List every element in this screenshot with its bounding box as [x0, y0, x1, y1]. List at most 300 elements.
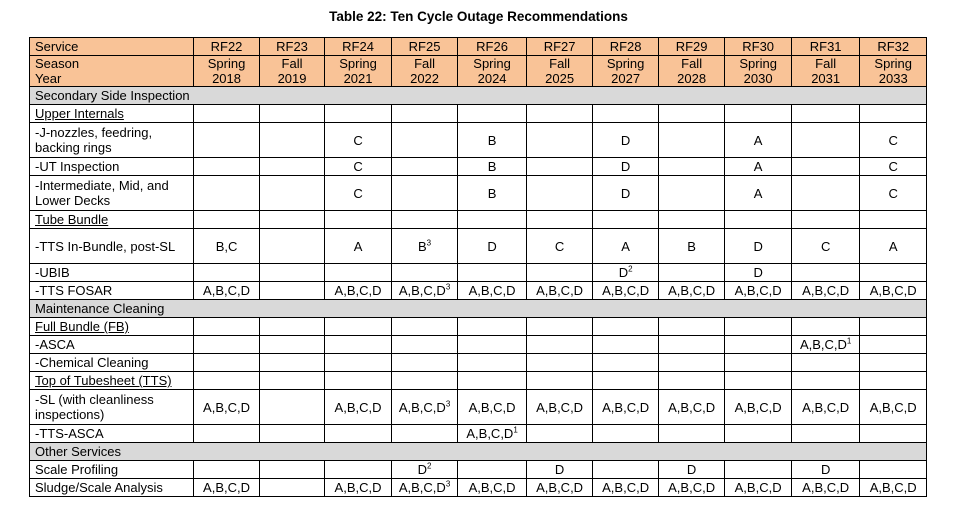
recommendation-cell	[325, 461, 392, 479]
empty-cell	[593, 105, 659, 123]
recommendation-cell	[526, 176, 593, 211]
recommendation-cell	[526, 264, 593, 282]
recommendation-value: B	[487, 132, 497, 148]
recommendation-cell	[194, 390, 260, 425]
recommendation-cell	[593, 158, 659, 176]
recommendation-cell	[593, 264, 659, 282]
outage-season: Spring	[207, 56, 246, 71]
recommendation-value: D	[618, 265, 629, 280]
section-label-text: Other Services	[35, 444, 121, 459]
recommendation-cell	[791, 123, 860, 158]
group-label-text: Upper Internals	[35, 106, 124, 121]
recommendation-cell	[725, 336, 792, 354]
outage-id-header: RF32	[860, 38, 927, 56]
table-row	[30, 425, 927, 443]
recommendation-cell	[593, 479, 659, 497]
recommendation-cell	[791, 158, 860, 176]
recommendation-cell	[458, 264, 527, 282]
recommendation-cell	[259, 282, 325, 300]
table-row	[30, 354, 927, 372]
outage-table-body	[30, 38, 927, 497]
recommendation-cell	[593, 354, 659, 372]
recommendation-value: A,B,C,D	[334, 399, 382, 415]
group-row	[30, 372, 927, 390]
empty-cell	[593, 318, 659, 336]
table-row	[30, 336, 927, 354]
recommendation-value: A,B,C,D	[734, 480, 782, 495]
recommendation-cell	[860, 282, 927, 300]
recommendation-value: C	[554, 238, 565, 254]
recommendation-value: A,B,C,D	[668, 480, 716, 495]
outage-year: 2033	[878, 71, 908, 86]
table-row	[30, 390, 927, 425]
empty-cell	[593, 211, 659, 229]
recommendation-cell	[725, 264, 792, 282]
group-label	[30, 318, 194, 336]
recommendation-value: D	[554, 462, 565, 477]
recommendation-cell	[194, 229, 260, 264]
recommendation-cell	[658, 425, 725, 443]
recommendation-value: A,B,C,D	[602, 399, 650, 415]
table-row	[30, 229, 927, 264]
recommendation-cell	[458, 479, 527, 497]
recommendation-cell	[391, 123, 458, 158]
outage-season: Spring	[473, 56, 511, 71]
recommendation-cell	[593, 282, 659, 300]
recommendation-cell	[658, 158, 725, 176]
recommendation-cell	[860, 390, 927, 425]
recommendation-cell	[458, 461, 527, 479]
recommendation-cell	[391, 229, 458, 264]
empty-cell	[259, 105, 325, 123]
outage-year: 2022	[410, 71, 440, 86]
recommendation-value: C	[888, 132, 898, 148]
recommendation-cell	[194, 461, 260, 479]
empty-cell	[860, 372, 927, 390]
outage-id-header: RF27	[526, 38, 593, 56]
recommendation-cell	[259, 158, 325, 176]
recommendation-cell	[860, 229, 927, 264]
recommendation-cell	[259, 354, 325, 372]
recommendation-cell	[791, 390, 860, 425]
recommendation-value: A,B,C,D	[468, 283, 516, 298]
recommendation-cell	[593, 336, 659, 354]
empty-cell	[458, 372, 527, 390]
recommendation-cell	[194, 354, 260, 372]
empty-cell	[593, 372, 659, 390]
empty-cell	[791, 211, 860, 229]
recommendation-cell	[860, 176, 927, 211]
recommendation-value: D	[820, 462, 831, 477]
recommendation-cell	[391, 282, 458, 300]
empty-cell	[458, 211, 527, 229]
service-label: -Intermediate, Mid, and Lower Decks	[30, 176, 194, 211]
outage-table	[29, 37, 927, 497]
outage-id-header: RF25	[391, 38, 458, 56]
outage-season: Fall	[681, 56, 703, 71]
recommendation-cell	[725, 282, 792, 300]
recommendation-cell	[391, 425, 458, 443]
empty-cell	[725, 105, 792, 123]
recommendation-value: A	[753, 159, 763, 174]
empty-cell	[194, 105, 260, 123]
recommendation-cell	[194, 264, 260, 282]
service-label: -TTS In-Bundle, post-SL	[30, 229, 194, 264]
empty-cell	[526, 211, 593, 229]
recommendation-cell	[725, 229, 792, 264]
section-row	[30, 87, 927, 105]
recommendation-cell	[259, 461, 325, 479]
empty-cell	[194, 211, 260, 229]
recommendation-cell	[259, 264, 325, 282]
recommendation-value: C	[353, 132, 363, 148]
recommendation-cell	[658, 176, 725, 211]
recommendation-cell	[658, 390, 725, 425]
table-row	[30, 282, 927, 300]
group-label-text: Tube Bundle	[35, 212, 109, 227]
empty-cell	[259, 318, 325, 336]
outage-season-year-header	[791, 56, 860, 87]
recommendation-cell	[325, 479, 392, 497]
table-row	[30, 264, 927, 282]
year-label: Year	[35, 71, 62, 86]
service-label: -UT Inspection	[30, 158, 194, 176]
recommendation-cell	[658, 354, 725, 372]
season-year-header	[30, 56, 194, 87]
outage-season: Spring	[874, 56, 912, 71]
service-label: -J-nozzles, feedring, backing rings	[30, 123, 194, 158]
outage-season-year-header	[458, 56, 527, 87]
recommendation-cell	[658, 479, 725, 497]
recommendation-value: A,B,C,D	[536, 480, 584, 495]
recommendation-value: B	[487, 159, 497, 174]
recommendation-cell	[593, 461, 659, 479]
empty-cell	[259, 372, 325, 390]
recommendation-value: D	[620, 159, 631, 174]
recommendation-value: B,C	[215, 238, 238, 254]
group-label-text: Full Bundle (FB)	[35, 319, 129, 334]
empty-cell	[391, 318, 458, 336]
group-label	[30, 105, 194, 123]
empty-cell	[791, 372, 860, 390]
recommendation-cell	[791, 479, 860, 497]
recommendation-cell	[658, 336, 725, 354]
outage-year: 2027	[611, 71, 641, 86]
recommendation-cell	[526, 354, 593, 372]
table-row	[30, 176, 927, 211]
section-label-text: Secondary Side Inspection	[35, 88, 190, 103]
footnote-marker: 1	[846, 336, 852, 346]
group-label	[30, 211, 194, 229]
recommendation-value: A	[753, 185, 763, 201]
recommendation-cell	[391, 479, 458, 497]
outage-id-header: RF22	[194, 38, 260, 56]
recommendation-cell	[325, 336, 392, 354]
recommendation-value: A,B,C,D	[734, 283, 782, 298]
recommendation-cell	[391, 354, 458, 372]
empty-cell	[658, 318, 725, 336]
recommendation-cell	[391, 158, 458, 176]
recommendation-value: A	[353, 238, 363, 254]
empty-cell	[526, 318, 593, 336]
recommendation-value: A,B,C,D	[668, 399, 716, 415]
outage-id-header: RF24	[325, 38, 392, 56]
group-row	[30, 105, 927, 123]
empty-cell	[791, 318, 860, 336]
recommendation-cell	[725, 479, 792, 497]
recommendation-cell	[526, 229, 593, 264]
recommendation-cell	[593, 390, 659, 425]
footnote-marker: 3	[445, 282, 451, 292]
recommendation-cell	[325, 425, 392, 443]
recommendation-value: A,B,C,D	[468, 399, 516, 415]
service-label: -TTS-ASCA	[30, 425, 194, 443]
section-row	[30, 443, 927, 461]
recommendation-cell	[259, 425, 325, 443]
recommendation-value: A	[753, 132, 763, 148]
recommendation-cell	[526, 158, 593, 176]
service-header: Service	[30, 38, 194, 56]
outage-year: 2018	[212, 71, 241, 86]
outage-year: 2030	[743, 71, 773, 86]
recommendation-value: A,B,C,D	[668, 283, 716, 298]
empty-cell	[725, 211, 792, 229]
outage-season: Fall	[815, 56, 837, 71]
outage-year: 2025	[545, 71, 575, 86]
outage-season-year-header	[593, 56, 659, 87]
outage-season: Spring	[606, 56, 645, 71]
footnote-marker: 2	[427, 461, 432, 471]
recommendation-cell	[725, 176, 792, 211]
empty-cell	[325, 372, 392, 390]
recommendation-value: A,B,C,D	[802, 399, 850, 415]
recommendation-value: A,B,C,D	[398, 283, 446, 298]
header-row-service	[30, 38, 927, 56]
table-row	[30, 158, 927, 176]
recommendation-cell	[259, 176, 325, 211]
outage-year: 2028	[677, 71, 707, 86]
empty-cell	[325, 211, 392, 229]
recommendation-value: A,B,C,D	[203, 399, 251, 415]
service-label: -Chemical Cleaning	[30, 354, 194, 372]
outage-season-year-header	[194, 56, 260, 87]
empty-cell	[458, 105, 527, 123]
recommendation-cell	[458, 158, 527, 176]
outage-id-header: RF29	[658, 38, 725, 56]
recommendation-cell	[458, 229, 527, 264]
recommendation-cell	[860, 461, 927, 479]
recommendation-cell	[391, 390, 458, 425]
table-title: Table 22: Ten Cycle Outage Recommendations	[329, 9, 628, 24]
recommendation-cell	[725, 123, 792, 158]
recommendation-cell	[791, 336, 860, 354]
outage-season-year-header	[526, 56, 593, 87]
recommendation-value: C	[353, 159, 363, 174]
empty-cell	[658, 211, 725, 229]
recommendation-cell	[325, 282, 392, 300]
recommendation-cell	[860, 264, 927, 282]
section-label	[30, 300, 927, 318]
recommendation-cell	[526, 425, 593, 443]
recommendation-value: A,B,C,D	[734, 399, 782, 415]
recommendation-cell	[325, 264, 392, 282]
header-row-season-year	[30, 56, 927, 87]
recommendation-value: D	[487, 238, 497, 254]
recommendation-cell	[526, 479, 593, 497]
recommendation-cell	[725, 354, 792, 372]
outage-id-header: RF31	[791, 38, 860, 56]
recommendation-cell	[860, 158, 927, 176]
empty-cell	[725, 318, 792, 336]
recommendation-value: A,B,C,D	[869, 480, 917, 495]
outage-season: Spring	[339, 56, 377, 71]
recommendation-cell	[458, 390, 527, 425]
group-row	[30, 211, 927, 229]
recommendation-cell	[593, 229, 659, 264]
recommendation-value: A,B,C,D	[602, 283, 650, 298]
recommendation-cell	[725, 425, 792, 443]
recommendation-cell	[526, 461, 593, 479]
empty-cell	[791, 105, 860, 123]
empty-cell	[526, 105, 593, 123]
section-label	[30, 443, 927, 461]
recommendation-cell	[526, 282, 593, 300]
recommendation-cell	[791, 282, 860, 300]
recommendation-value: D	[753, 238, 763, 254]
recommendation-cell	[259, 336, 325, 354]
outage-season-year-header	[860, 56, 927, 87]
recommendation-cell	[658, 123, 725, 158]
recommendation-cell	[194, 282, 260, 300]
empty-cell	[658, 105, 725, 123]
table-row	[30, 123, 927, 158]
recommendation-cell	[658, 229, 725, 264]
empty-cell	[860, 318, 927, 336]
recommendation-value: D	[620, 132, 631, 148]
recommendation-cell	[593, 176, 659, 211]
recommendation-value: A,B,C,D	[536, 283, 584, 298]
recommendation-value: A,B,C,D	[466, 426, 514, 441]
outage-season-year-header	[658, 56, 725, 87]
outage-season-year-header	[725, 56, 792, 87]
recommendation-cell	[458, 123, 527, 158]
service-label: -UBIB	[30, 264, 194, 282]
recommendation-value: A,B,C,D	[398, 399, 446, 415]
recommendation-cell	[259, 479, 325, 497]
recommendation-cell	[860, 479, 927, 497]
outage-season: Fall	[414, 56, 436, 71]
recommendation-cell	[725, 390, 792, 425]
empty-cell	[658, 372, 725, 390]
recommendation-cell	[458, 282, 527, 300]
recommendation-cell	[860, 336, 927, 354]
outage-year: 2031	[811, 71, 841, 86]
empty-cell	[860, 105, 927, 123]
recommendation-value: B	[417, 238, 427, 254]
footnote-marker: 3	[445, 479, 451, 489]
recommendation-cell	[725, 461, 792, 479]
recommendation-cell	[526, 336, 593, 354]
empty-cell	[391, 372, 458, 390]
recommendation-cell	[259, 123, 325, 158]
recommendation-cell	[259, 229, 325, 264]
recommendation-cell	[593, 425, 659, 443]
table-row	[30, 461, 927, 479]
section-label	[30, 87, 927, 105]
empty-cell	[458, 318, 527, 336]
group-label-text: Top of Tubesheet (TTS)	[35, 373, 172, 388]
footnote-marker: 1	[513, 425, 518, 435]
recommendation-cell	[791, 264, 860, 282]
recommendation-cell	[325, 123, 392, 158]
recommendation-cell	[458, 176, 527, 211]
empty-cell	[725, 372, 792, 390]
empty-cell	[526, 372, 593, 390]
footnote-marker: 3	[445, 399, 451, 409]
recommendation-cell	[791, 354, 860, 372]
recommendation-value: A,B,C,D	[203, 283, 251, 298]
empty-cell	[325, 105, 392, 123]
recommendation-value: D	[417, 462, 428, 477]
footnote-marker: 2	[628, 264, 633, 274]
outage-season: Spring	[739, 56, 777, 71]
recommendation-value: C	[353, 185, 363, 201]
recommendation-cell	[458, 336, 527, 354]
recommendation-cell	[658, 264, 725, 282]
empty-cell	[259, 211, 325, 229]
recommendation-value: D	[620, 185, 631, 201]
table-row	[30, 479, 927, 497]
outage-year: 2024	[477, 71, 507, 86]
recommendation-value: A,B,C,D	[334, 283, 382, 298]
recommendation-value: A,B,C,D	[802, 283, 850, 298]
recommendation-cell	[458, 425, 527, 443]
service-label: -TTS FOSAR	[30, 282, 194, 300]
recommendation-cell	[725, 158, 792, 176]
outage-id-header: RF23	[259, 38, 325, 56]
recommendation-value: A,B,C,D	[799, 337, 847, 352]
recommendation-cell	[458, 354, 527, 372]
recommendation-cell	[325, 229, 392, 264]
recommendation-value: A,B,C,D	[203, 480, 251, 495]
outage-id-header: RF26	[458, 38, 527, 56]
recommendation-cell	[259, 390, 325, 425]
service-label: Scale Profiling	[30, 461, 194, 479]
recommendation-value: A,B,C,D	[334, 480, 382, 495]
recommendation-value: A,B,C,D	[802, 480, 850, 495]
recommendation-cell	[194, 425, 260, 443]
recommendation-value: A	[621, 238, 630, 254]
recommendation-cell	[791, 176, 860, 211]
outage-id-header: RF30	[725, 38, 792, 56]
outage-season: Fall	[281, 56, 303, 71]
recommendation-cell	[860, 123, 927, 158]
recommendation-cell	[791, 461, 860, 479]
outage-year: 2019	[277, 71, 307, 86]
empty-cell	[391, 105, 458, 123]
recommendation-value: B	[487, 185, 497, 201]
recommendation-cell	[325, 158, 392, 176]
recommendation-cell	[194, 176, 260, 211]
recommendation-cell	[526, 390, 593, 425]
recommendation-value: C	[820, 238, 831, 254]
empty-cell	[391, 211, 458, 229]
footnote-marker: 3	[426, 238, 432, 248]
empty-cell	[860, 211, 927, 229]
recommendation-cell	[791, 425, 860, 443]
recommendation-cell	[391, 264, 458, 282]
recommendation-cell	[391, 336, 458, 354]
